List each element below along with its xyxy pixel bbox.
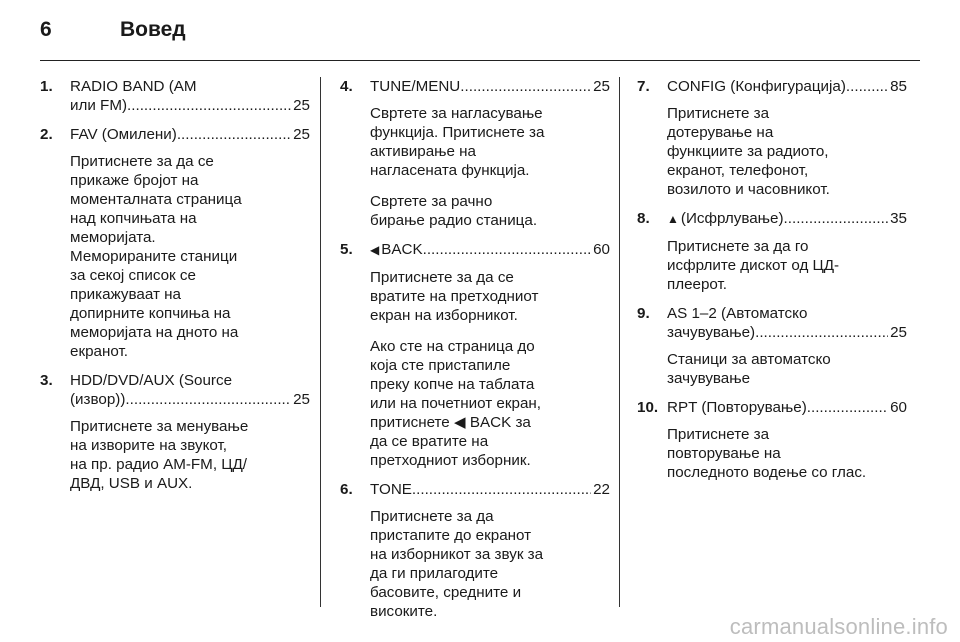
page-reference: 25 (293, 126, 310, 143)
item-title-entry (667, 323, 907, 342)
item-title (667, 323, 755, 342)
list-item (637, 398, 907, 482)
item-title-text: TUNE/MENU (370, 78, 461, 95)
item-title (667, 77, 846, 96)
list-item (40, 371, 310, 493)
item-title-entry (70, 96, 310, 115)
dot-leader (784, 209, 889, 229)
item-number: 4. (340, 78, 353, 95)
item-title (667, 398, 807, 417)
item-title-text: CONFIG (Конфигурација) (667, 78, 846, 95)
column-3 (637, 77, 907, 492)
item-title-text: зачувување) (667, 324, 756, 341)
column-2 (340, 77, 610, 631)
column-1 (40, 77, 310, 503)
list-item (637, 209, 907, 294)
back-arrow-icon: ◀ (370, 243, 380, 257)
item-title: RADIO BAND (AM (70, 78, 197, 95)
item-description (370, 507, 610, 621)
item-title-text: RPT (Повторување) (667, 399, 807, 416)
item-description (667, 350, 907, 388)
item-title (370, 480, 412, 499)
item-title (370, 240, 423, 260)
item-description (370, 104, 610, 230)
list-item (637, 77, 907, 199)
dot-leader (423, 240, 592, 260)
item-title-text: или FM) (70, 97, 128, 114)
item-title-text: BACK (381, 241, 423, 258)
item-title-entry (667, 398, 907, 417)
item-description (70, 417, 310, 493)
dot-leader (460, 77, 591, 96)
dot-leader (807, 398, 888, 417)
item-description (667, 425, 907, 482)
item-number: 3. (40, 372, 53, 389)
dot-leader (755, 323, 888, 342)
page-number: 6 (40, 18, 52, 41)
item-number: 9. (637, 305, 650, 322)
page-reference: 85 (890, 78, 907, 95)
page-reference: 60 (593, 241, 610, 258)
item-title-entry (667, 77, 907, 96)
item-title: AS 1–2 (Автоматско (667, 305, 808, 322)
item-description (667, 237, 907, 294)
page-reference: 25 (293, 391, 310, 408)
item-number: 8. (637, 210, 650, 227)
page-reference: 60 (890, 399, 907, 416)
item-number: 10. (637, 399, 659, 416)
page-reference: 25 (293, 97, 310, 114)
item-title-entry (370, 480, 610, 499)
dot-leader (125, 390, 291, 409)
list-item (340, 240, 610, 470)
dot-leader (846, 77, 888, 96)
item-title (70, 96, 127, 115)
description-paragraph: Притиснете за повторување на последното водење со глас. (667, 426, 867, 481)
description-paragraph: Притиснете за да се вратите на претходниот екран на изборникот. (370, 269, 539, 324)
dot-leader (412, 480, 591, 499)
item-title-entry (70, 125, 310, 144)
item-number: 5. (340, 241, 353, 258)
item-title (70, 125, 177, 144)
item-title-text: TONE (370, 481, 412, 498)
item-title (667, 209, 784, 229)
item-title-text: (Исфрлување) (680, 210, 784, 227)
item-number: 2. (40, 126, 53, 143)
page-reference: 35 (890, 210, 907, 227)
page-reference: 22 (593, 481, 610, 498)
item-number: 7. (637, 78, 650, 95)
description-paragraph: Притиснете за да го исфрлите дискот од ЦД- плеерот. (667, 238, 840, 293)
item-description (370, 268, 610, 470)
dot-leader (127, 96, 291, 115)
description-paragraph: Притиснете за дотерување на функциите за радиото, екранот, телефонот, возилото и часовникот. (667, 105, 830, 198)
description-paragraph: Притиснете за да се прикаже бројот на моменталната страница над копчињата на меморијата. Меморираните станици за секој список се прикажуваат на допирните копчиња на меморијата на дното на екранот. (70, 153, 242, 360)
description-paragraph: Притиснете за менување на изворите на звукот, на пр. радио AM-FM, ЦД/ ДВД, USB и AUX. (70, 418, 249, 492)
page-reference: 25 (890, 324, 907, 341)
column-divider (320, 77, 321, 607)
dot-leader (177, 125, 291, 144)
list-item (637, 304, 907, 388)
item-description (70, 152, 310, 361)
description-paragraph: Ако сте на страница до која сте пристапиле преку копче на таблата или на почетниот екран, притиснете ◀ BACK за да се вратите на претходниот изборник. (370, 338, 541, 469)
eject-icon: ▲ (667, 212, 679, 226)
item-title: HDD/DVD/AUX (Source (70, 372, 233, 389)
item-title-text: FAV (Омилени) (70, 126, 177, 143)
list-item (40, 125, 310, 361)
item-description (667, 104, 907, 199)
page-title: Вовед (120, 18, 186, 41)
item-number: 6. (340, 481, 353, 498)
item-title-entry (667, 209, 907, 229)
item-title-entry (370, 77, 610, 96)
item-title (370, 77, 460, 96)
description-paragraph: Притиснете за да пристапите до екранот на изборникот за звук за да ги прилагодите басовите, средните и високите. (370, 508, 544, 620)
item-title (70, 390, 125, 409)
page-reference: 25 (593, 78, 610, 95)
item-title-entry (70, 390, 310, 409)
item-number: 1. (40, 78, 53, 95)
watermark: carmanualsonline.info (729, 614, 948, 639)
header-rule (40, 60, 920, 61)
description-paragraph: Станици за автоматско зачувување (667, 351, 831, 387)
description-paragraph: Свртете за рачно бирање радио станица. (370, 193, 538, 229)
item-title-entry (370, 240, 610, 260)
column-divider (619, 77, 620, 607)
list-item (340, 480, 610, 621)
list-item (40, 77, 310, 115)
list-item (340, 77, 610, 230)
item-title-text: (извор)) (70, 391, 126, 408)
page-header (40, 18, 186, 48)
description-paragraph: Свртете за нагласување функција. Притиснете за активирање на нагласената функција. (370, 105, 545, 179)
